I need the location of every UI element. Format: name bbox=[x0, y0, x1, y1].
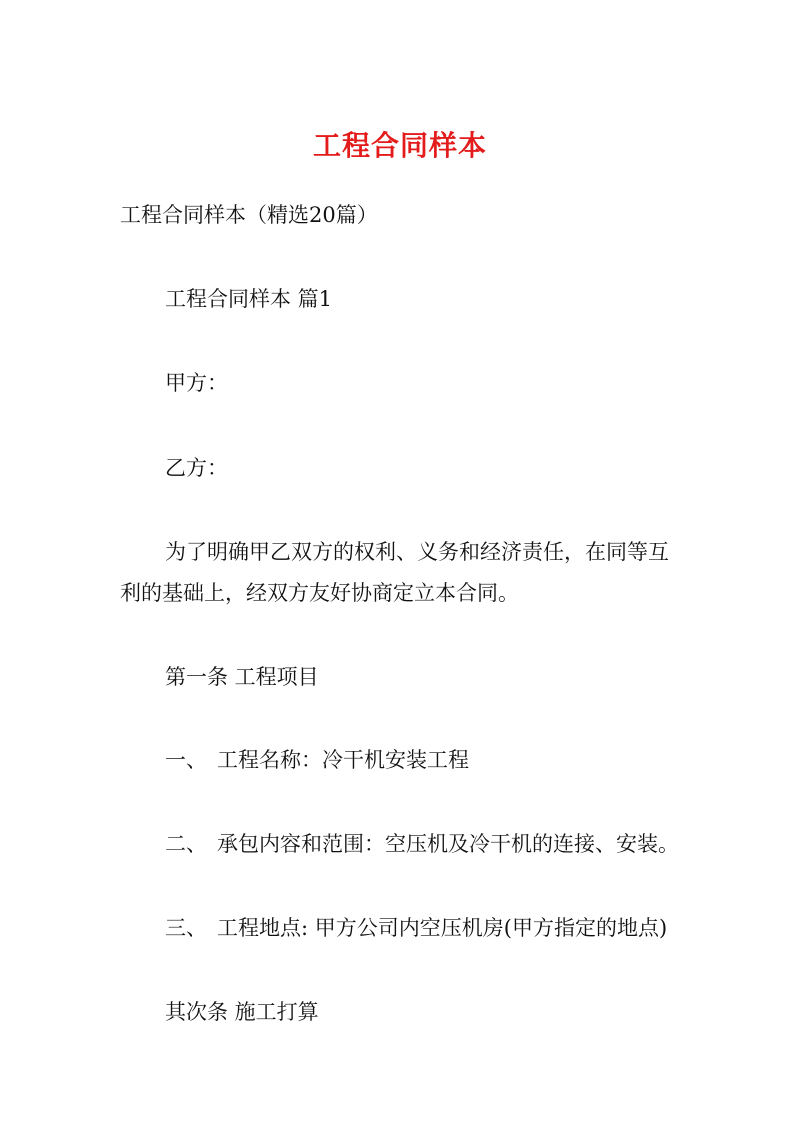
list-item bbox=[165, 829, 679, 859]
party-b-label: 乙方： bbox=[165, 456, 228, 480]
list-item-text: 工程名称：冷干机安装工程 bbox=[217, 748, 469, 772]
list-item-text: 工程地点: 甲方公司内空压机房(甲方指定的地点) bbox=[217, 916, 668, 940]
article-1-heading: 第一条 工程项目 bbox=[165, 665, 319, 689]
document-subtitle: 工程合同样本（精选20篇） bbox=[120, 203, 378, 227]
article-2-heading: 其次条 施工打算 bbox=[165, 1000, 319, 1024]
list-item bbox=[165, 913, 667, 943]
list-item-number: 三、 bbox=[165, 916, 207, 940]
document-title: 工程合同样本 bbox=[312, 129, 487, 162]
party-a-label: 甲方： bbox=[165, 371, 228, 395]
intro-paragraph-line-2: 利的基础上，经双方友好协商定立本合同。 bbox=[120, 581, 519, 605]
section-heading: 工程合同样本 篇1 bbox=[165, 287, 333, 311]
list-item-number: 一、 bbox=[165, 748, 207, 772]
list-item-number: 二、 bbox=[165, 832, 207, 856]
intro-paragraph-line-1: 为了明确甲乙双方的权利、义务和经济责任，在同等互 bbox=[165, 540, 669, 564]
list-item bbox=[165, 745, 469, 775]
list-item-text: 承包内容和范围：空压机及冷干机的连接、安装。 bbox=[217, 832, 679, 856]
